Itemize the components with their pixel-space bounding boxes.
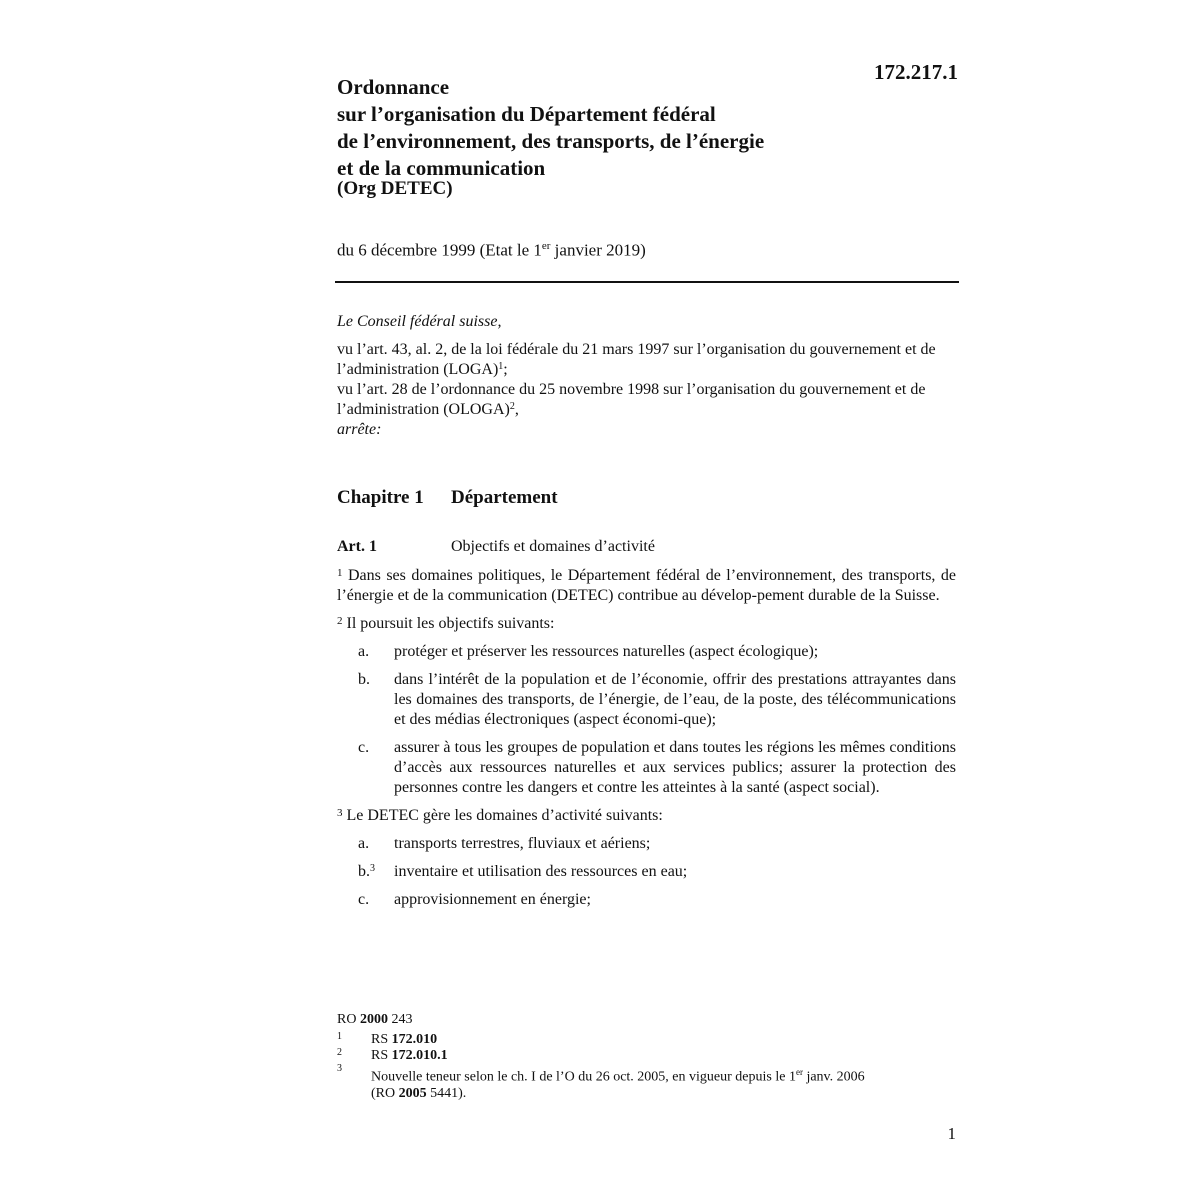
article-body — [337, 566, 956, 918]
document-abbreviation: (Org DETEC) — [337, 178, 453, 199]
list-item — [337, 834, 956, 854]
title-line: Ordonnance — [337, 75, 450, 99]
list-item-label — [358, 890, 369, 910]
footnote-number: 3 — [337, 1063, 342, 1074]
article-paragraph-2 — [337, 614, 956, 634]
list-item-text: dans l’intérêt de la population et de l’économie, offrir des prestations attrayantes dans les domaines des transports, de l’énergie, de l’eau, de la poste, des télécommunications et des médias électroniques (aspect économi-que); — [394, 671, 956, 728]
list-item — [337, 738, 956, 798]
date-prefix: du 6 décembre 1999 (Etat le 1 — [337, 240, 542, 260]
footnote-number: 2 — [337, 1047, 342, 1058]
list-item — [337, 642, 956, 662]
sr-number: 172.217.1 — [874, 60, 958, 84]
date-superscript: er — [541, 240, 551, 252]
basis-1-text: vu l’art. 43, al. 2, de la loi fédérale du 21 mars 1997 sur l’organisation du gouvernement et de l’administration (LOGA) — [337, 341, 936, 378]
footnote-text: Nouvelle teneur selon le ch. I de l’O du 26 oct. 2005, en vigueur depuis le 1 — [371, 1069, 796, 1085]
preamble-decree: arrête: — [337, 421, 382, 438]
article-heading — [337, 538, 655, 556]
preamble-basis-1 — [337, 340, 957, 380]
footnote-3 — [337, 1064, 957, 1102]
footnote-ref-3[interactable]: 3 — [370, 863, 375, 874]
chapter-title: Département — [451, 487, 558, 508]
list-item — [337, 862, 956, 882]
footnote-1 — [337, 1032, 957, 1048]
footnote-ro-open: (RO — [371, 1085, 399, 1101]
list-item-label — [358, 862, 375, 882]
footnote-ref-1[interactable]: 1 — [498, 361, 504, 372]
paragraph-number: 3 — [337, 807, 343, 819]
footnotes — [337, 1012, 957, 1102]
article-number: Art. 1 — [337, 538, 377, 555]
list-item-label: a. — [358, 643, 370, 660]
list-item-text: transports terrestres, fluviaux et aériens; — [394, 835, 651, 852]
title-line: sur l’organisation du Département fédéral — [337, 102, 716, 126]
list-item-letter: c. — [358, 891, 370, 908]
footnote-2 — [337, 1048, 957, 1064]
footnote-superscript: er — [795, 1067, 803, 1077]
ro-page: 243 — [387, 1012, 413, 1027]
basis-2-end: , — [514, 401, 519, 418]
preamble-authority: Le Conseil fédéral suisse, — [337, 313, 502, 330]
chapter-heading — [337, 487, 558, 509]
list-item — [337, 670, 956, 730]
date-suffix: janvier 2019) — [550, 240, 646, 260]
footnote-ro-close: 5441). — [426, 1085, 467, 1101]
list-item-label: b. — [358, 671, 370, 688]
article-title: Objectifs et domaines d’activité — [451, 538, 655, 555]
document-date — [337, 240, 646, 261]
article-paragraph-1 — [337, 566, 956, 606]
official-compilation-ref — [337, 1012, 957, 1028]
list-item-text: inventaire et utilisation des ressources en eau; — [394, 863, 688, 880]
document-title — [337, 74, 837, 182]
footnote-prefix: RS — [371, 1048, 392, 1063]
basis-1-end: ; — [503, 361, 508, 378]
preamble-spacer — [337, 332, 957, 340]
footnote-ref[interactable]: 172.010.1 — [391, 1048, 448, 1063]
list-item-label: c. — [358, 739, 370, 756]
paragraph-text: Le DETEC gère les domaines d’activité suivants: — [342, 807, 663, 824]
title-line: et de la communication — [337, 156, 546, 180]
footnote-prefix: RS — [371, 1032, 392, 1047]
article-paragraph-3 — [337, 806, 956, 826]
list-item-text: approvisionnement en énergie; — [394, 891, 591, 908]
footnote-ref-2[interactable]: 2 — [509, 401, 515, 412]
paragraph-text: Il poursuit les objectifs suivants: — [342, 615, 555, 632]
page-number: 1 — [947, 1124, 956, 1143]
preamble-basis-2 — [337, 380, 957, 420]
ro-prefix: RO — [337, 1012, 360, 1027]
objectives-list — [337, 642, 956, 798]
list-item — [337, 890, 956, 910]
paragraph-number: 2 — [337, 615, 343, 627]
list-item-letter: b. — [358, 863, 370, 880]
ro-year: 2000 — [359, 1012, 388, 1027]
basis-2-text: vu l’art. 28 de l’ordonnance du 25 novembre 1998 sur l’organisation du gouvernement et de l’administration (OLOGA) — [337, 381, 926, 418]
footnote-number: 1 — [337, 1031, 342, 1042]
footnote-ro-year: 2005 — [398, 1085, 427, 1101]
header-divider — [335, 281, 959, 283]
list-item-text: assurer à tous les groupes de population et dans toutes les régions les mêmes conditions d’accès aux ressources naturelles et aux services publics; assurer la protection des personnes contre les dangers et contre les atteintes à la santé (aspect social). — [394, 739, 956, 796]
preamble — [337, 312, 957, 440]
paragraph-text: Dans ses domaines politiques, le Département fédéral de l’environnement, des transports, de l’énergie et de la communication (DETEC) contribue au dévelop-pement durable de la Suisse. — [337, 567, 956, 604]
paragraph-number: 1 — [337, 567, 343, 579]
chapter-number: Chapitre 1 — [337, 487, 424, 508]
footnote-text-end: janv. 2006 — [802, 1069, 865, 1085]
list-item-label — [358, 834, 369, 854]
list-item-text: protéger et préserver les ressources naturelles (aspect écologique); — [394, 643, 819, 660]
activity-domains-list — [337, 834, 956, 910]
title-line: de l’environnement, des transports, de l’énergie — [337, 129, 765, 153]
list-item-letter: a. — [358, 835, 370, 852]
footnote-ref[interactable]: 172.010 — [391, 1032, 438, 1047]
